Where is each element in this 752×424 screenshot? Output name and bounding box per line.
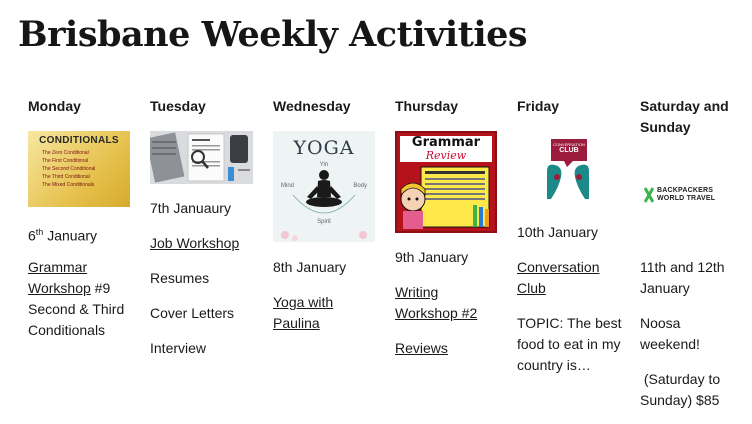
grammar-review-image[interactable]	[395, 131, 497, 233]
event-title	[273, 292, 365, 334]
image-label: Spirit	[317, 219, 331, 225]
image-list-item: The Zero Conditional	[42, 150, 89, 156]
event-date: 7th Januaury	[150, 200, 231, 216]
date-suffix: th	[35, 227, 44, 237]
list-item: Resumes	[150, 270, 210, 286]
event-description: TOPIC: The best food to eat in my country is…	[517, 315, 622, 373]
day-heading: Wednesday	[273, 98, 351, 114]
day-heading: Tuesday	[150, 98, 206, 114]
job-workshop-link[interactable]: Job Workshop	[150, 235, 240, 251]
job-workshop-image[interactable]	[150, 131, 253, 184]
day-column-monday	[28, 96, 132, 338]
day-column-wednesday	[273, 96, 377, 331]
image-title: Grammar	[411, 135, 481, 150]
image-title: YOGA	[293, 137, 355, 159]
x-mark-icon	[644, 187, 654, 203]
conversation-club-link[interactable]: Conversation Club	[517, 259, 600, 296]
event-title: Noosa weekend!	[640, 315, 700, 352]
image-subtitle: Review	[425, 149, 467, 162]
event-price: (Saturday to Sunday) $85	[640, 371, 725, 408]
writing-workshop-link[interactable]: Writing Workshop #2	[395, 284, 478, 321]
event-title	[150, 233, 260, 254]
logo-label-top: CONVERSATION	[553, 142, 585, 147]
backpackers-logo[interactable]	[644, 186, 724, 206]
event-link	[395, 338, 505, 359]
workshop-number: #9	[90, 280, 111, 296]
event-date: 11th and 12th January	[640, 259, 725, 296]
date-number: 6	[28, 227, 36, 244]
image-list-item: The Second Conditional	[42, 166, 96, 172]
date-month: January	[43, 227, 98, 244]
image-label: Yin	[319, 162, 329, 168]
image-banner	[400, 136, 492, 162]
image-label: Mind	[281, 183, 295, 189]
image-list	[42, 149, 130, 189]
day-column-friday	[517, 96, 622, 373]
day-heading: Monday	[28, 98, 81, 114]
day-heading: Saturday and Sunday	[640, 98, 729, 135]
event-title	[517, 257, 617, 299]
image-list-item: The Third Conditional	[42, 174, 90, 180]
list-item: Interview	[150, 340, 207, 356]
list-item: Cover Letters	[150, 305, 235, 321]
yoga-image[interactable]	[273, 131, 375, 242]
yoga-with-paulina-link[interactable]: Yoga with Paulina	[273, 294, 334, 331]
event-title	[395, 282, 491, 324]
image-label: Body	[353, 183, 367, 189]
day-column-thursday	[395, 96, 499, 356]
day-column-tuesday	[150, 96, 254, 356]
event-date: 10th January	[517, 224, 598, 240]
conversation-club-image[interactable]	[517, 131, 619, 207]
grammar-workshop-link[interactable]: Grammar Workshop	[28, 259, 91, 296]
page-title: Brisbane Weekly Activities	[18, 14, 528, 55]
day-heading: Thursday	[395, 98, 459, 114]
image-caption: CONDITIONALS	[39, 135, 119, 146]
reviews-link[interactable]: Reviews	[395, 340, 448, 356]
logo-line-2: WORLD TRAVEL	[657, 195, 716, 202]
event-date	[28, 222, 138, 247]
image-list-item: The Mixed Conditionals	[42, 182, 95, 188]
event-date: 8th January	[273, 259, 347, 275]
event-title	[28, 257, 128, 299]
event-description: Second & Third Conditionals	[28, 301, 125, 338]
day-column-weekend	[640, 96, 750, 408]
logo-label-bottom: CLUB	[559, 147, 579, 154]
event-date: 9th January	[395, 249, 469, 265]
image-list-item: The First Conditional	[42, 158, 89, 164]
grammar-worksheet-icon	[397, 165, 495, 231]
meditation-figure-icon	[273, 131, 375, 242]
desk-with-resume-icon	[150, 131, 253, 184]
day-heading: Friday	[517, 98, 560, 114]
conditionals-image[interactable]	[28, 131, 130, 207]
logo-line-1: BACKPACKERS	[657, 187, 714, 194]
